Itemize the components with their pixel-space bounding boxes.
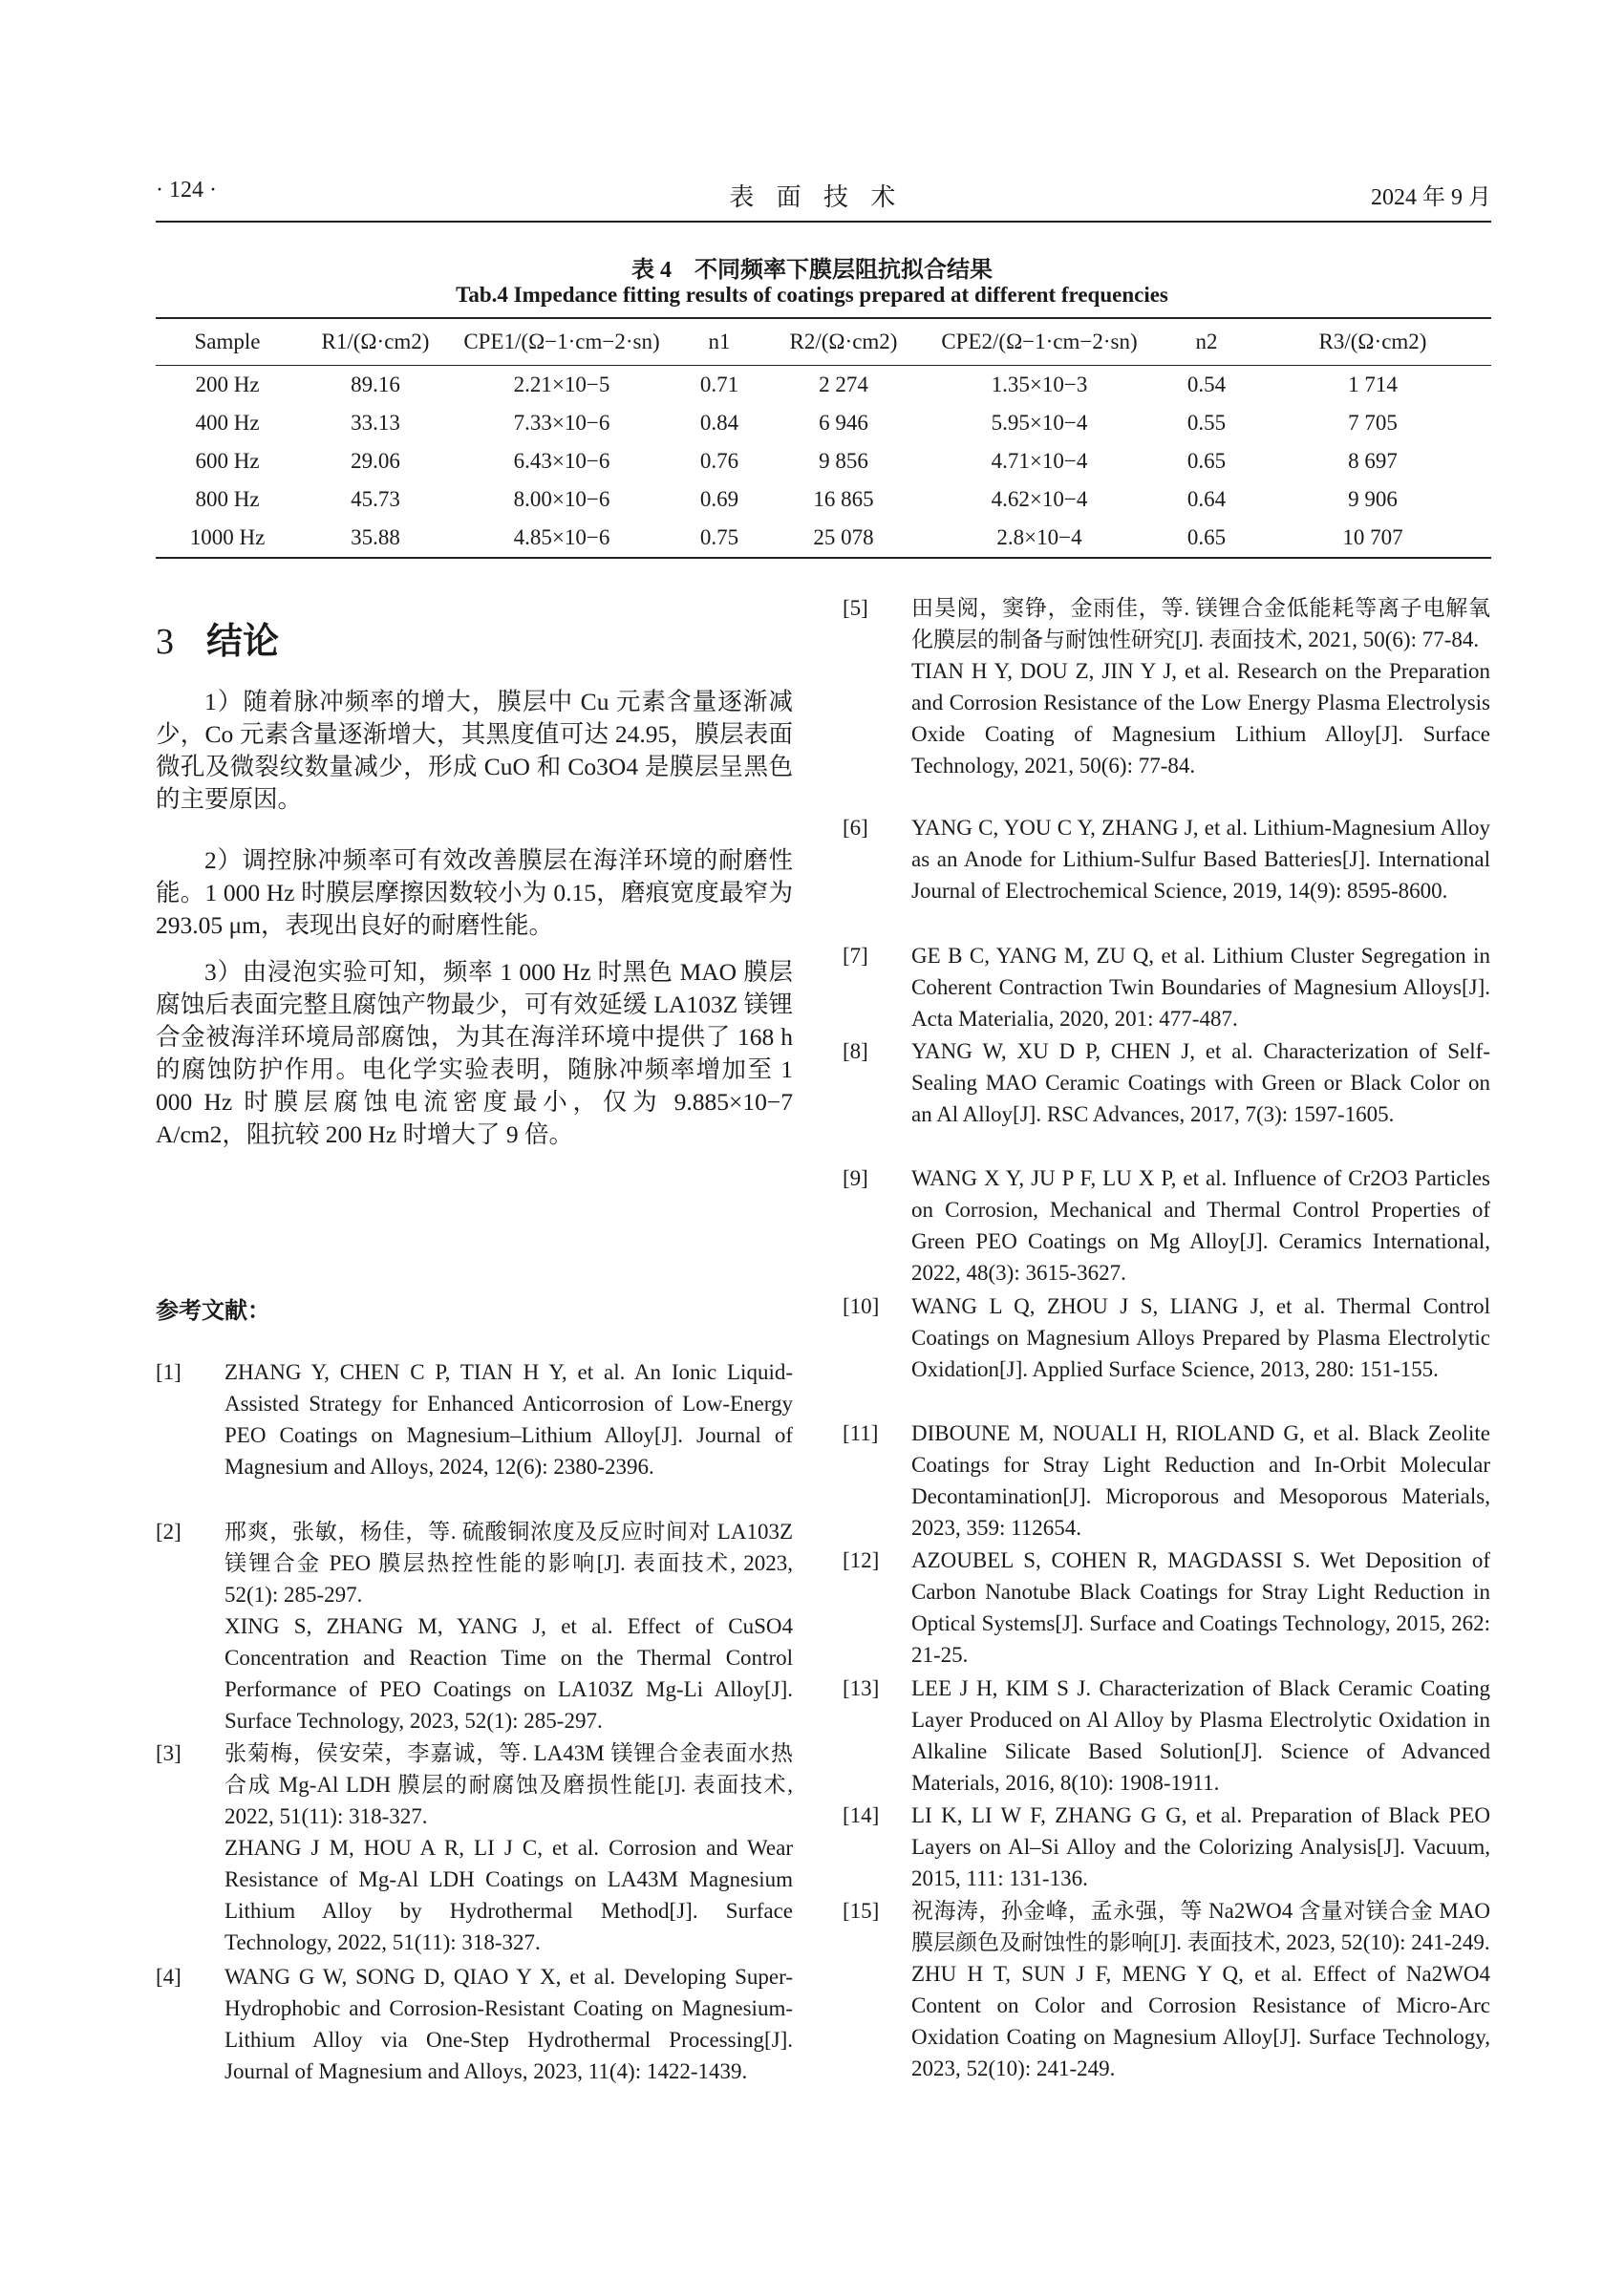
cell: 7 705 bbox=[1348, 411, 1398, 435]
cell: 0.65 bbox=[1186, 449, 1227, 473]
reference-number: [15] bbox=[843, 1899, 880, 1923]
cell: 2.21×10−5 bbox=[513, 373, 610, 396]
cell: 600 Hz bbox=[195, 449, 260, 473]
reference-number: [14] bbox=[843, 1803, 880, 1827]
reference-text: YANG C, YOU C Y, ZHANG J, et al. Lithium-Magnesium Alloy as an Anode for Lithium-Sulfur Based Batteries[J]. International Journal of Electrochemical Science, 2019, 14(9): 8595-8600. bbox=[911, 816, 1490, 903]
issue-date: 2024 年 9 月 bbox=[1371, 185, 1491, 210]
cell: 16 865 bbox=[813, 487, 874, 511]
reference-text: 邢爽，张敏，杨佳，等. 硫酸铜浓度及反应时间对 LA103Z 镁锂合金 PEO 膜层热控性能的影响[J]. 表面技术, 2023, 52(1): 285-297. bbox=[224, 1520, 793, 1607]
cell: 0.76 bbox=[699, 449, 739, 473]
reference-number: [7] bbox=[843, 944, 868, 968]
reference-number: [9] bbox=[843, 1166, 868, 1190]
cell: 8 697 bbox=[1348, 449, 1398, 473]
reference-text: 张菊梅，侯安荣，李嘉诚，等. LA43M 镁锂合金表面水热合成 Mg-Al LDH 膜层的耐腐蚀及磨损性能[J]. 表面技术, 2022, 51(11): 318-327. bbox=[224, 1741, 793, 1828]
cell: 9 906 bbox=[1348, 487, 1398, 511]
cell: 8.00×10−6 bbox=[513, 487, 610, 511]
reference-text-en: TIAN H Y, DOU Z, JIN Y J, et al. Research on the Preparation and Corrosion Resistance of the Low Energy Plasma Electrolysis Oxide Coating of Magnesium Lithium Alloy[J]. Surface Technology, 2021, 50(6): 77-84. bbox=[911, 659, 1490, 778]
page-number: · 124 · bbox=[156, 178, 217, 202]
cell: 6.43×10−6 bbox=[513, 449, 610, 473]
cell: 0.54 bbox=[1186, 373, 1227, 396]
reference-number: [13] bbox=[843, 1676, 880, 1700]
reference-text: ZHANG Y, CHEN C P, TIAN H Y, et al. An Ionic Liquid-Assisted Strategy for Enhanced Anticorrosion of Low-Energy PEO Coatings on Magnesium–Lithium Alloy[J]. Journal of Magnesium and Alloys, 2024, 12(6): 2380-2396. bbox=[224, 1360, 793, 1479]
reference-text: 祝海涛，孙金峰，孟永强，等 Na2WO4 含量对镁合金 MAO 膜层颜色及耐蚀性的影响[J]. 表面技术, 2023, 52(10): 241-249. bbox=[911, 1899, 1490, 1954]
reference-number: [12] bbox=[843, 1548, 880, 1572]
cell: 0.64 bbox=[1186, 487, 1227, 511]
col-header-n2: n2 bbox=[1195, 330, 1218, 353]
reference-text: WANG L Q, ZHOU J S, LIANG J, et al. Thermal Control Coatings on Magnesium Alloys Prepared by Plasma Electrolytic Oxidation[J]. Applied Surface Science, 2013, 280: 151-155. bbox=[911, 1294, 1490, 1381]
conclusion-paragraph: 1）随着脉冲频率的增大，膜层中 Cu 元素含量逐渐减少，Co 元素含量逐渐增大，其黑度值可达 24.95，膜层表面微孔及微裂纹数量减少，形成 CuO 和 Co3O4 是膜层呈黑色的主要原因。 bbox=[156, 688, 793, 813]
reference-text: GE B C, YANG M, ZU Q, et al. Lithium Cluster Segregation in Coherent Contraction Twin Boundaries of Magnesium Alloys[J]. Acta Materialia, 2020, 201: 477-487. bbox=[911, 944, 1490, 1031]
conclusion-paragraph: 2）调控脉冲频率可有效改善膜层在海洋环境的耐磨性能。1 000 Hz 时膜层摩擦因数较小为 0.15，磨痕宽度最窄为 293.05 μm，表现出良好的耐磨性能。 bbox=[156, 846, 793, 939]
col-header-r2: R2/(Ω·cm2) bbox=[789, 330, 898, 353]
cell: 2 274 bbox=[819, 373, 868, 396]
cell: 200 Hz bbox=[195, 373, 260, 396]
reference-number: [3] bbox=[156, 1741, 182, 1765]
table-row bbox=[156, 480, 1491, 519]
cell: 0.55 bbox=[1186, 411, 1227, 435]
table-caption-zh: 表 4 不同频率下膜层阻抗拟合结果 bbox=[631, 258, 993, 283]
impedance-table bbox=[156, 317, 1491, 559]
reference-text-en: ZHANG J M, HOU A R, LI J C, et al. Corrosion and Wear Resistance of Mg-Al LDH Coatings on LA43M Magnesium Lithium Alloy by Hydrothermal Method[J]. Surface Technology, 2022, 51(11): 318-327. bbox=[224, 1836, 793, 1954]
cell: 400 Hz bbox=[195, 411, 260, 435]
reference-number: [11] bbox=[843, 1421, 879, 1445]
cell: 25 078 bbox=[813, 525, 874, 549]
reference-number: [4] bbox=[156, 1965, 182, 1989]
reference-text: 田昊阅，窦铮，金雨佳，等. 镁锂合金低能耗等离子电解氧化膜层的制备与耐蚀性研究[J]. 表面技术, 2021, 50(6): 77-84. bbox=[911, 596, 1490, 651]
table-caption-en: Tab.4 Impedance fitting results of coatings prepared at different frequencies bbox=[456, 283, 1168, 307]
reference-number: [2] bbox=[156, 1520, 182, 1544]
reference-number: [1] bbox=[156, 1360, 182, 1384]
section-number: 3 bbox=[156, 622, 174, 662]
cell: 1 714 bbox=[1348, 373, 1398, 396]
cell: 2.8×10−4 bbox=[996, 525, 1082, 549]
reference-text: AZOUBEL S, COHEN R, MAGDASSI S. Wet Deposition of Carbon Nanotube Black Coatings for Stray Light Reduction in Optical Systems[J]. Surface and Coatings Technology, 2015, 262: 21-25. bbox=[911, 1548, 1490, 1667]
cell: 4.85×10−6 bbox=[513, 525, 610, 549]
reference-number: [6] bbox=[843, 816, 868, 840]
cell: 9 856 bbox=[819, 449, 868, 473]
reference-text: WANG X Y, JU P F, LU X P, et al. Influence of Cr2O3 Particles on Corrosion, Mechanical and Thermal Control Properties of Green PEO Coatings on Mg Alloy[J]. Ceramics International, 2022, 48(3): 3615-3627. bbox=[911, 1166, 1490, 1285]
cell: 800 Hz bbox=[195, 487, 260, 511]
cell: 4.71×10−4 bbox=[991, 449, 1088, 473]
table-row bbox=[156, 366, 1491, 405]
header-rule bbox=[156, 221, 1491, 223]
cell: 1.35×10−3 bbox=[991, 373, 1088, 396]
cell: 0.71 bbox=[699, 373, 739, 396]
references-heading: 参考文献： bbox=[156, 1299, 270, 1324]
table-row bbox=[156, 404, 1491, 442]
reference-text: LEE J H, KIM S J. Characterization of Black Ceramic Coating Layer Produced on Al Alloy by Plasma Electrolytic Oxidation in Alkaline Silicate Based Solution[J]. Science of Advanced Materials, 2016, 8(10): 1908-1911. bbox=[911, 1676, 1490, 1795]
running-header bbox=[156, 178, 1491, 216]
cell: 29.06 bbox=[351, 449, 400, 473]
cell: 89.16 bbox=[351, 373, 400, 396]
table-header-row bbox=[156, 318, 1491, 366]
reference-text-en: ZHU H T, SUN J F, MENG Y Q, et al. Effect of Na2WO4 Content on Color and Corrosion Resistance of Micro-Arc Oxidation Coating on Magnesium Alloy[J]. Surface Technology, 2023, 52(10): 241-249. bbox=[911, 1962, 1490, 2080]
journal-title: 表面技术 bbox=[729, 183, 918, 211]
reference-number: [8] bbox=[843, 1039, 868, 1063]
reference-text: DIBOUNE M, NOUALI H, RIOLAND G, et al. Black Zeolite Coatings for Stray Light Reduction and In-Orbit Molecular Decontamination[J]. Microporous and Mesoporous Materials, 2023, 359: 112654. bbox=[911, 1421, 1490, 1540]
col-header-r3: R3/(Ω·cm2) bbox=[1318, 330, 1427, 353]
col-header-cpe2: CPE2/(Ω−1·cm−2·sn) bbox=[941, 330, 1138, 353]
cell: 0.69 bbox=[699, 487, 739, 511]
cell: 10 707 bbox=[1342, 525, 1403, 549]
reference-text: WANG G W, SONG D, QIAO Y X, et al. Developing Super-Hydrophobic and Corrosion-Resistant Coating on Magnesium-Lithium Alloy via One-Step Hydrothermal Processing[J]. Journal of Magnesium and Alloys, 2023, 11(4): 1422-1439. bbox=[224, 1965, 793, 2083]
reference-number: [5] bbox=[843, 596, 868, 620]
cell: 35.88 bbox=[351, 525, 400, 549]
cell: 1000 Hz bbox=[189, 525, 266, 549]
col-header-r1: R1/(Ω·cm2) bbox=[321, 330, 430, 353]
cell: 4.62×10−4 bbox=[991, 487, 1088, 511]
cell: 0.84 bbox=[699, 411, 739, 435]
reference-text: LI K, LI W F, ZHANG G G, et al. Preparation of Black PEO Layers on Al–Si Alloy and the Colorizing Analysis[J]. Vacuum, 2015, 111: 131-136. bbox=[911, 1803, 1490, 1890]
reference-text-en: XING S, ZHANG M, YANG J, et al. Effect of CuSO4 Concentration and Reaction Time on the Thermal Control Performance of PEO Coatings on LA103Z Mg-Li Alloy[J]. Surface Technology, 2023, 52(1): 285-297. bbox=[224, 1614, 793, 1733]
conclusion-paragraph: 3）由浸泡实验可知，频率 1 000 Hz 时黑色 MAO 膜层腐蚀后表面完整且腐蚀产物最少，可有效延缓 LA103Z 镁锂合金被海洋环境局部腐蚀，为其在海洋环境中提供了 168 h 的腐蚀防护作用。电化学实验表明，随脉冲频率增加至 1 000 Hz 时膜层腐蚀电流密度最小，仅为 9.885×10−7 A/cm2，阻抗较 200 Hz 时增大了 9 倍。 bbox=[156, 958, 793, 1148]
cell: 5.95×10−4 bbox=[991, 411, 1088, 435]
reference-number: [10] bbox=[843, 1294, 880, 1318]
col-header-cpe1: CPE1/(Ω−1·cm−2·sn) bbox=[463, 330, 660, 353]
cell: 0.75 bbox=[699, 525, 739, 549]
section-title: 结论 bbox=[206, 620, 280, 662]
cell: 33.13 bbox=[351, 411, 400, 435]
reference-text: YANG W, XU D P, CHEN J, et al. Characterization of Self-Sealing MAO Ceramic Coatings with Green or Black Color on an Al Alloy[J]. RSC Advances, 2017, 7(3): 1597-1605. bbox=[911, 1039, 1490, 1126]
cell: 0.65 bbox=[1186, 525, 1227, 549]
cell: 7.33×10−6 bbox=[513, 411, 610, 435]
cell: 6 946 bbox=[819, 411, 868, 435]
col-header-n1: n1 bbox=[708, 330, 731, 353]
section-heading bbox=[156, 611, 279, 664]
cell: 45.73 bbox=[351, 487, 400, 511]
table-row bbox=[156, 442, 1491, 480]
table-row bbox=[156, 519, 1491, 558]
col-header-sample: Sample bbox=[194, 330, 261, 353]
